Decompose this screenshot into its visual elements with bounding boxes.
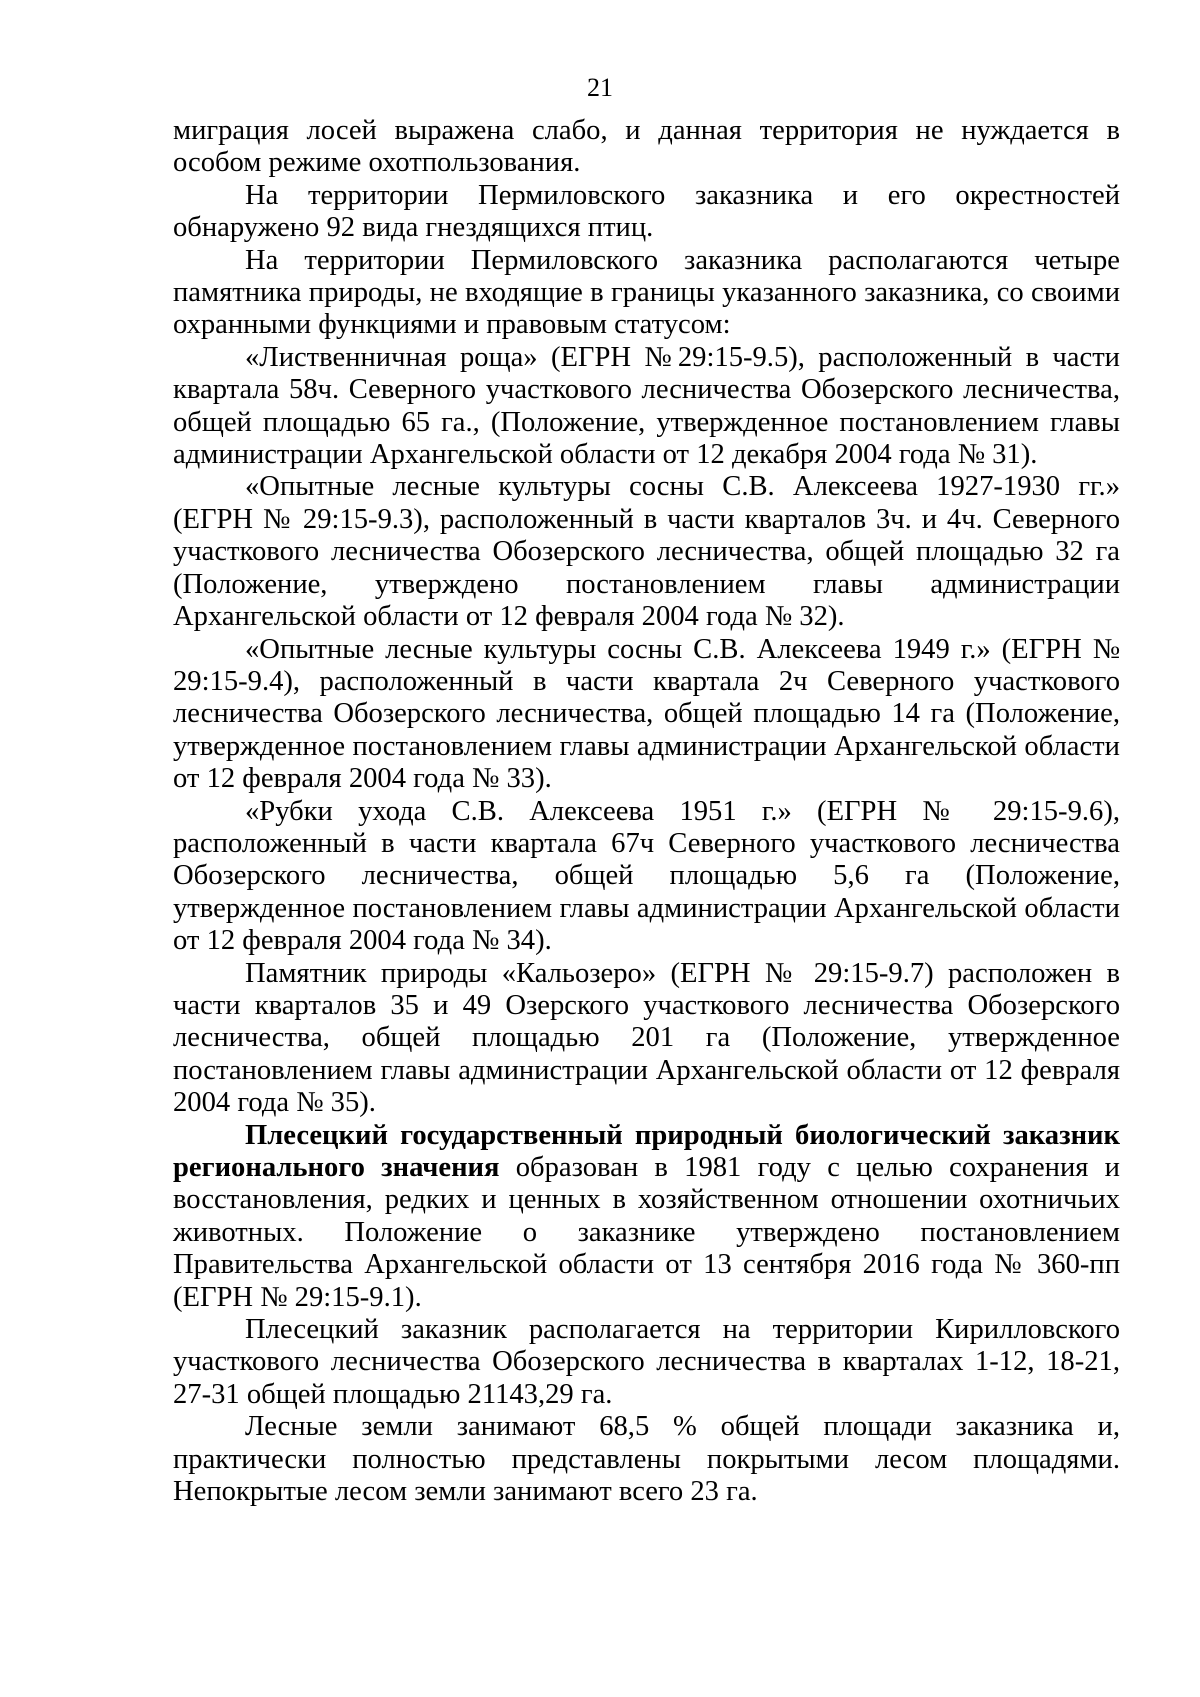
paragraph-bird-species: На территории Пермиловского заказника и его окрестностей обнаружено 92 вида гнездящихся птиц. (173, 179, 1120, 244)
plesetsk-reserve-text: образован в 1981 году с целью сохранения и восстановления, редких и ценных в хозяйственном отношении охотничьих животных. Положение о заказнике утверждено постановлением Правительства Архангельской области от 13 сентября 2016 года № 360-пп (ЕГРН № 29:15-9.1). (173, 1152, 1120, 1313)
plesetsk-reserve-heading: Плесецкий государственный природный биологический заказник регионального значения (173, 1119, 1120, 1183)
paragraph-forest-lands: Лесные земли занимают 68,5 % общей площади заказника и, практически полностью представлены покрытыми лесом площадями. Непокрытые лесом земли занимают всего 23 га. (173, 1411, 1120, 1508)
paragraph-natural-monuments: На территории Пермиловского заказника располагаются четыре памятника природы, не входящие в границы указанного заказника, со своими охранными функциями и правовым статусом: (173, 244, 1120, 341)
paragraph-thinning-1951: «Рубки ухода С.В. Алексеева 1951 г.» (ЕГРН № 29:15-9.6), расположенный в части квартала 67ч Северного участкового лесничества Обозерского лесничества, общей площадью 5,6 га (Положение, утвержденное постановлением главы администрации Архангельской области от 12 февраля 2004 года № 34). (173, 795, 1120, 957)
paragraph-larch-grove: «Лиственничная роща» (ЕГРН №29:15-9.5), расположенный в части квартала 58ч. Северного участкового лесничества Обозерского лесничества, общей площадью 65 га., (Положение, утвержденное постановлением главы администрации Архангельской области от 12 декабря 2004 года № 31). (173, 341, 1120, 471)
paragraph-moose-migration: миграция лосей выражена слабо, и данная территория не нуждается в особом режиме охотпользования. (173, 115, 1120, 179)
paragraph-kalozero: Памятник природы «Кальозеро» (ЕГРН № 29:15-9.7) расположен в части кварталов 35 и 49 Озерского участкового лесничества Обозерского лесничества, общей площадью 201 га (Положение, утвержденное постановлением главы администрации Архангельской области от 12 февраля 2004 года № 35). (173, 957, 1120, 1119)
paragraph-plesetsk-location: Плесецкий заказник располагается на территории Кирилловского участкового лесничества Обозерского лесничества в кварталах 1-12, 18-21, 27-31 общей площадью 21143,29 га. (173, 1314, 1120, 1410)
paragraph-plesetsk-reserve (173, 1120, 1120, 1314)
page-number: 21 (587, 73, 613, 102)
paragraph-pine-cultures-1927: «Опытные лесные культуры сосны С.В. Алексеева 1927-1930 гг.» (ЕГРН № 29:15-9.3), расположенный в части кварталов 3ч. и 4ч. Северного участкового лесничества Обозерского лесничества, общей площадью 32 га (Положение, утверждено постановлением главы администрации Архангельской области от 12 февраля 2004 года № 32). (173, 471, 1120, 633)
paragraph-pine-cultures-1949: «Опытные лесные культуры сосны С.В. Алексеева 1949 г.» (ЕГРН № 29:15-9.4), расположенный в части квартала 2ч Северного участкового лесничества Обозерского лесничества, общей площадью 14 га (Положение, утвержденное постановлением главы администрации Архангельской области от 12 февраля 2004 года № 33). (173, 633, 1120, 795)
document-body (173, 115, 1120, 1508)
